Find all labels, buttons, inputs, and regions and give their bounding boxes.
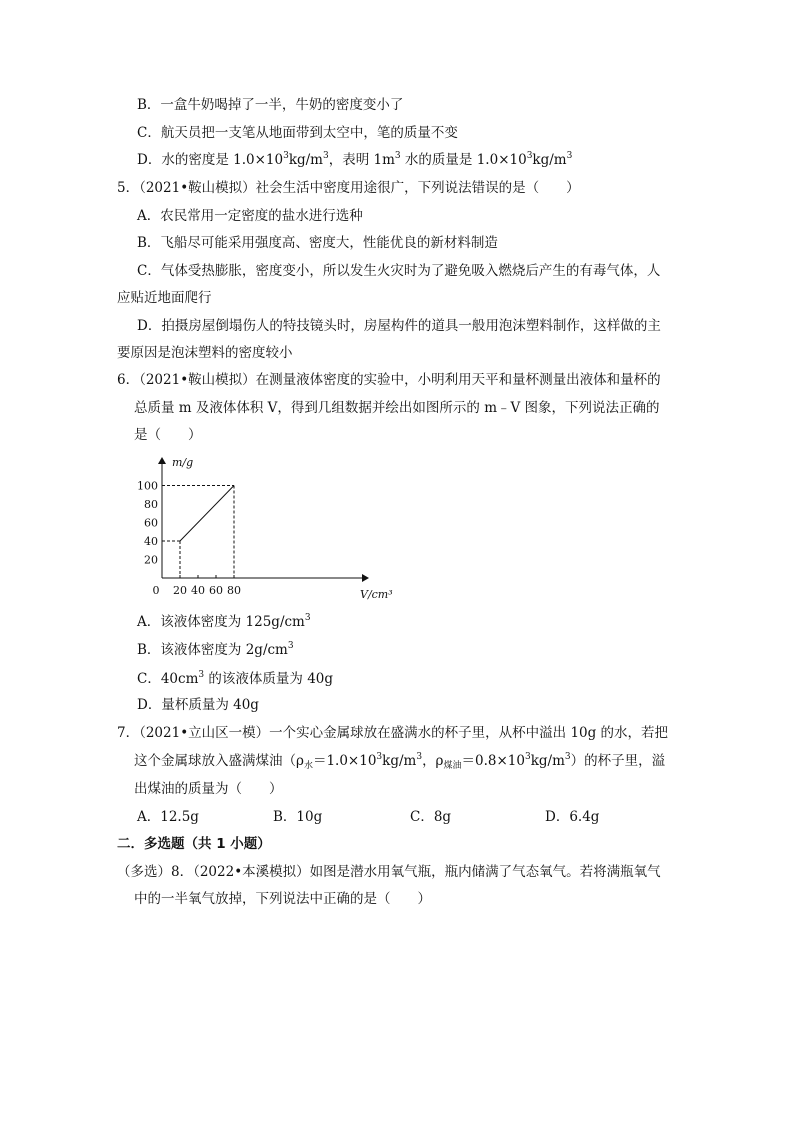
q5-option-a: A．农民常用一定密度的盐水进行选种 — [137, 208, 363, 224]
section-heading-multiple-choice: 二．多选题（共 1 小题） — [117, 836, 271, 852]
y-tick-label: 20 — [144, 553, 158, 567]
q6-stem-line2: 总质量 m 及液体体积 V，得到几组数据并绘出如图所示的 m﹣V 图象，下列说法正确的 — [134, 400, 660, 416]
y-tick-label: 80 — [144, 498, 158, 511]
q7-option-d: D．6.4g — [545, 809, 600, 825]
q6-stem-line3: 是（ ） — [134, 427, 202, 443]
q6-stem-line1: 6．（2021•鞍山模拟）在测量液体密度的实验中，小明利用天平和量杯测量出液体和量杯的 — [117, 372, 661, 388]
q5-option-b: B．飞船尽可能采用强度高、密度大，性能优良的新材料制造 — [137, 235, 498, 251]
series-line — [180, 486, 234, 542]
q7-stem-line3: 出煤油的质量为（ ） — [134, 781, 283, 797]
q6-option-a: A．该液体密度为 $125g/cm^3$ — [137, 613, 311, 630]
y-tick-label: 40 — [144, 535, 158, 548]
q5-option-d-line1: D．拍摄房屋倒塌伤人的特技镜头时，房屋构件的道具一般用泡沫塑料制作，这样做的主 — [137, 318, 661, 334]
x-tick-label: 20 — [173, 584, 187, 597]
mv-chart — [130, 450, 400, 605]
q8-stem-line1: （多选）8．（2022•本溪模拟）如图是潜水用氧气瓶，瓶内储满了气态氧气。若将满瓶氧气 — [117, 864, 661, 880]
x-tick-label: 80 — [227, 584, 241, 597]
q4-option-d: D．水的密度是 $1.0\times 10^3kg/m^3$，表明 $1m^3$ 水的质量是 $1.0\times 10^3kg/m^3$ — [137, 151, 573, 168]
q4-option-b: B．一盒牛奶喝掉了一半，牛奶的密度变小了 — [137, 97, 404, 113]
q7-option-c: C．8g — [410, 809, 452, 825]
q8-stem-line2: 中的一半氧气放掉，下列说法中正确的是（ ） — [134, 891, 431, 907]
q6-option-c: C．$40cm^3$ 的该液体质量为 40g — [137, 670, 334, 687]
y-tick-label: 100 — [137, 479, 158, 493]
x-tick-label: 60 — [209, 584, 223, 597]
q5-option-c-line1: C．气体受热膨胀，密度变小，所以发生火灾时为了避免吸入燃烧后产生的有毒气体，人 — [137, 263, 661, 279]
q7-stem-line1: 7．（2021•立山区一模）一个实心金属球放在盛满水的杯子里，从杯中溢出 10g 的水，若把 — [117, 725, 669, 741]
x-axis-label: V/cm³ — [360, 588, 393, 601]
q4-option-c: C．航天员把一支笔从地面带到太空中，笔的质量不变 — [137, 125, 458, 141]
q5-option-c-line2: 应贴近地面爬行 — [117, 290, 212, 306]
x-tick-label: 40 — [191, 584, 205, 597]
q5-option-d-line2: 要原因是泡沫塑料的密度较小 — [117, 345, 293, 361]
q7-option-a: A．12.5g — [137, 809, 199, 825]
q6-option-d: D．量杯质量为 40g — [137, 697, 259, 713]
q6-option-b: B．该液体密度为 $2g/cm^3$ — [137, 641, 294, 658]
y-tick-label: 60 — [144, 516, 158, 530]
q5-stem: 5．（2021•鞍山模拟）社会生活中密度用途很广，下列说法错误的是（ ） — [117, 180, 580, 196]
x-tick-label: 0 — [152, 584, 160, 597]
q7-option-b: B．10g — [273, 809, 323, 825]
q7-stem-line2: 这个金属球放入盛满煤油（$\rho_水=1.0\times 10^3kg/m^3$，$\rho_{煤油}=0.8\times 10^3kg/m^3$）的杯子里，溢 — [134, 752, 666, 771]
y-axis-label: m/g — [172, 456, 194, 469]
